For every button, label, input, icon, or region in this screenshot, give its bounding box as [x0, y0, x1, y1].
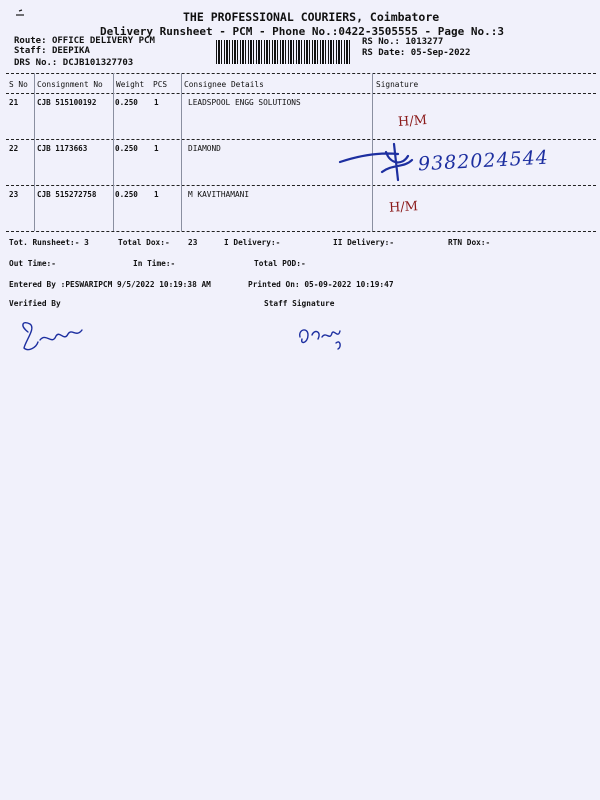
recipient-signature	[338, 142, 428, 182]
row-pcs: 1	[154, 98, 159, 107]
drs-value: DCJB101327703	[62, 58, 134, 68]
row-sno: 23	[9, 190, 19, 199]
drs-line	[14, 58, 133, 68]
col-divider	[113, 73, 114, 231]
rs-no-value: 1013277	[405, 37, 444, 47]
staff-signature-label: Staff Signature	[264, 299, 335, 308]
rs-date-value: 05-Sep-2022	[410, 48, 471, 58]
row-pcs: 1	[154, 144, 159, 153]
printed-on: Printed On: 05-09-2022 10:19:47	[248, 280, 394, 289]
col-divider	[34, 73, 35, 231]
row-pcs: 1	[154, 190, 159, 199]
handwritten-mark-row3: H/M	[388, 199, 419, 216]
row-consignee: M KAVITHAMANI	[188, 190, 250, 199]
staff-signature	[296, 325, 346, 351]
in-time: In Time:-	[133, 259, 176, 268]
staff-line	[14, 46, 90, 56]
total-dox-label: Total Dox:-	[118, 238, 170, 247]
drs-label: DRS No.:	[14, 58, 58, 68]
ii-delivery: II Delivery:-	[333, 238, 395, 247]
rs-date-line	[362, 48, 470, 58]
col-header-consignee: Consignee Details	[184, 80, 264, 89]
row-consignee: LEADSPOOL ENGG SOLUTIONS	[188, 98, 301, 107]
col-header-signature: Signature	[376, 80, 419, 89]
out-time: Out Time:-	[9, 259, 56, 268]
col-header-pcs: PCS	[153, 80, 168, 89]
barcode	[216, 40, 350, 64]
tot-runsheet: Tot. Runsheet:- 3	[9, 238, 89, 247]
col-divider	[181, 73, 182, 231]
header-bottom-rule	[6, 93, 596, 94]
rtn-dox: RTN Dox:-	[448, 238, 491, 247]
row-weight: 0.250	[115, 144, 138, 153]
entered-by: Entered By :PESWARIPCM 9/5/2022 10:19:38 AM	[9, 280, 211, 289]
row-weight: 0.250	[115, 98, 138, 107]
col-header-weight: Weight	[116, 80, 145, 89]
verifier-signature	[18, 318, 88, 358]
row-consignment: CJB 1173663	[37, 144, 88, 153]
company-title: THE PROFESSIONAL COURIERS, Coimbatore	[183, 10, 440, 24]
rs-date-label: RS Date:	[362, 48, 406, 58]
runsheet-subtitle: Delivery Runsheet - PCM - Phone No.:0422-3505555 - Page No.:3	[100, 25, 504, 38]
row-consignee: DIAMOND	[188, 144, 221, 153]
route-value: OFFICE DELIVERY PCM	[51, 36, 155, 46]
row-sno: 21	[9, 98, 19, 107]
handwritten-mark-row1: H/M	[397, 113, 428, 130]
row-consignment: CJB 515272758	[37, 190, 97, 199]
total-dox-value: 23	[188, 238, 198, 247]
row-sno: 22	[9, 144, 19, 153]
total-pod: Total POD:-	[254, 259, 306, 268]
row-weight: 0.250	[115, 190, 138, 199]
col-header-consignment: Consignment No	[37, 80, 103, 89]
col-header-sno: S No	[9, 80, 28, 89]
verified-by-label: Verified By	[9, 299, 61, 308]
route-line	[14, 36, 155, 46]
staff-label: Staff:	[14, 46, 47, 56]
scan-mark	[14, 8, 28, 18]
rs-no-line	[362, 37, 443, 47]
table-top-rule	[6, 73, 596, 74]
row-rule-2	[6, 185, 596, 186]
staff-value: DEEPIKA	[51, 46, 90, 56]
row-rule-1	[6, 139, 596, 140]
table-bottom-rule	[6, 231, 596, 232]
rs-no-label: RS No.:	[362, 37, 400, 47]
row-consignment: CJB 515100192	[37, 98, 97, 107]
route-label: Route:	[14, 36, 47, 46]
i-delivery: I Delivery:-	[224, 238, 281, 247]
handwritten-phone-row2: 9382024544	[417, 146, 550, 176]
